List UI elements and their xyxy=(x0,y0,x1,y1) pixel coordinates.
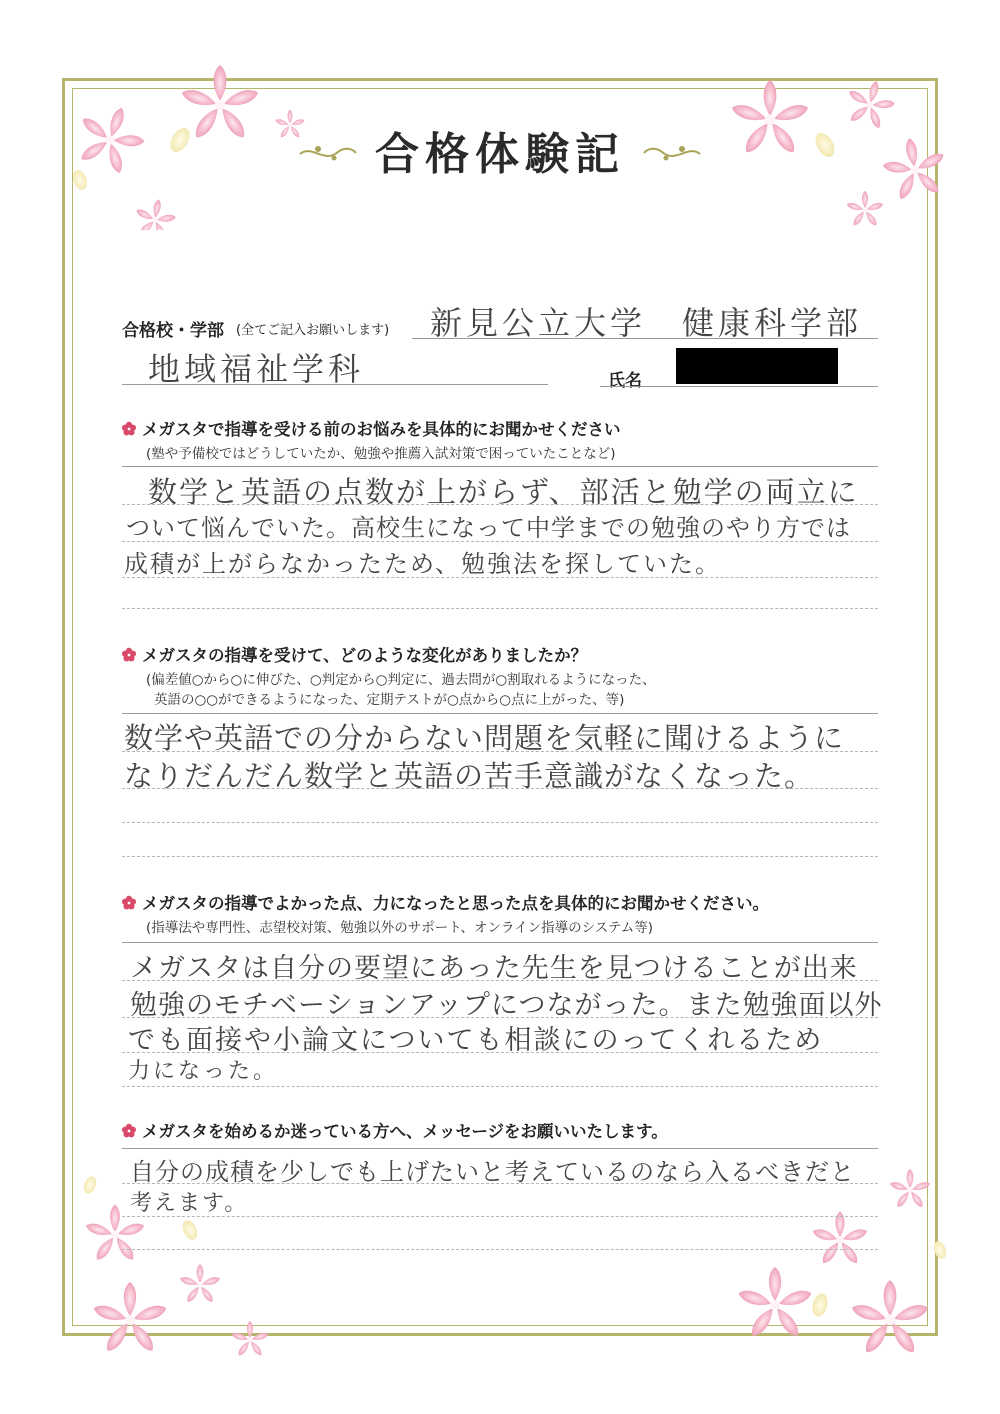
question-hint: (塾や予備校ではどうしていたか、勉強や推薦入試対策で困っていたことなど) xyxy=(146,446,616,462)
answer-line: なりだんだん数学と英語の苦手意識がなくなった。 xyxy=(124,759,815,793)
department-value: 地域福祉学科 xyxy=(148,350,365,388)
answer-rule xyxy=(122,1086,878,1087)
answer-rule xyxy=(122,1183,878,1184)
school-value: 新見公立大学 健康科学部 xyxy=(430,304,863,342)
question-hint: 英語の○○ができるようになった、定期テストが○点から○点に上がった、等) xyxy=(154,692,625,708)
sakura-bullet-icon xyxy=(120,420,138,438)
answer-line: でも面接や小論文についても相談にのってくれるため xyxy=(128,1025,824,1056)
answer-rule xyxy=(122,466,878,467)
name-redaction xyxy=(676,348,838,384)
answer-line: 勉強のモチベーションアップにつながった。また勉強面以外 xyxy=(130,990,883,1021)
page-title: 合格体験記 xyxy=(375,129,625,180)
school-note: (全てご記入お願いします) xyxy=(236,323,390,338)
answer-rule xyxy=(122,1052,878,1053)
answer-rule xyxy=(122,788,878,789)
school-rule xyxy=(412,338,878,339)
answer-line: 考えます。 xyxy=(130,1191,249,1216)
answer-line: 成積が上がらなかったため、勉強法を探していた。 xyxy=(124,550,722,578)
sakura-bullet-icon xyxy=(120,1122,138,1140)
flourish-icon xyxy=(640,138,702,168)
answer-rule xyxy=(122,751,878,752)
answer-rule xyxy=(122,608,878,609)
answer-rule xyxy=(122,1216,878,1217)
name-label: 氏名 xyxy=(608,371,642,391)
sakura-bullet-icon xyxy=(120,646,138,664)
question-heading xyxy=(120,890,769,914)
answer-line: 自分の成積を少しでも上げたいと考えているのなら入るべきだと xyxy=(130,1158,855,1186)
answer-rule xyxy=(122,504,878,505)
answer-rule xyxy=(122,1249,878,1250)
question-heading xyxy=(120,416,621,440)
question-hint: (指導法や専門性、志望校対策、勉強以外のサポート、オンライン指導のシステム等) xyxy=(146,920,654,936)
sakura-bullet-icon xyxy=(120,894,138,912)
answer-line: 数学や英語での分からない問題を気軽に聞けるように xyxy=(124,721,845,755)
name-rule xyxy=(600,386,878,387)
answer-rule xyxy=(122,822,878,823)
question-text: メガスタで指導を受ける前のお悩みを具体的にお聞かせください xyxy=(142,420,621,439)
department-rule xyxy=(122,384,548,385)
answer-line: ついて悩んでいた。高校生になって中学までの勉強のやり方では xyxy=(126,514,851,542)
answer-rule xyxy=(122,856,878,857)
question-text: メガスタの指導でよかった点、力になったと思った点を具体的にお聞かせください。 xyxy=(142,894,769,913)
answer-line: 力になった。 xyxy=(128,1059,279,1084)
answer-line: メガスタは自分の要望にあった先生を見つけることが出来 xyxy=(130,953,858,984)
school-label: 合格校・学部 xyxy=(122,321,224,341)
answer-rule xyxy=(122,942,878,943)
question-text: メガスタの指導を受けて、どのような変化がありましたか？ xyxy=(142,646,588,665)
question-hint: (偏差値○から○に伸びた、○判定から○判定に、過去問が○割取れるようになった、 xyxy=(146,672,656,688)
answer-rule xyxy=(122,577,878,578)
question-heading xyxy=(120,1118,668,1142)
answer-rule xyxy=(122,980,878,981)
answer-rule xyxy=(122,541,878,542)
answer-line: 数学と英語の点数が上がらず、部活と勉学の両立に xyxy=(148,475,859,509)
answer-rule xyxy=(122,713,878,714)
question-heading xyxy=(120,642,587,666)
answer-rule xyxy=(122,1148,878,1149)
question-text: メガスタを始めるか迷っている方へ、メッセージをお願いいたします。 xyxy=(142,1122,668,1141)
